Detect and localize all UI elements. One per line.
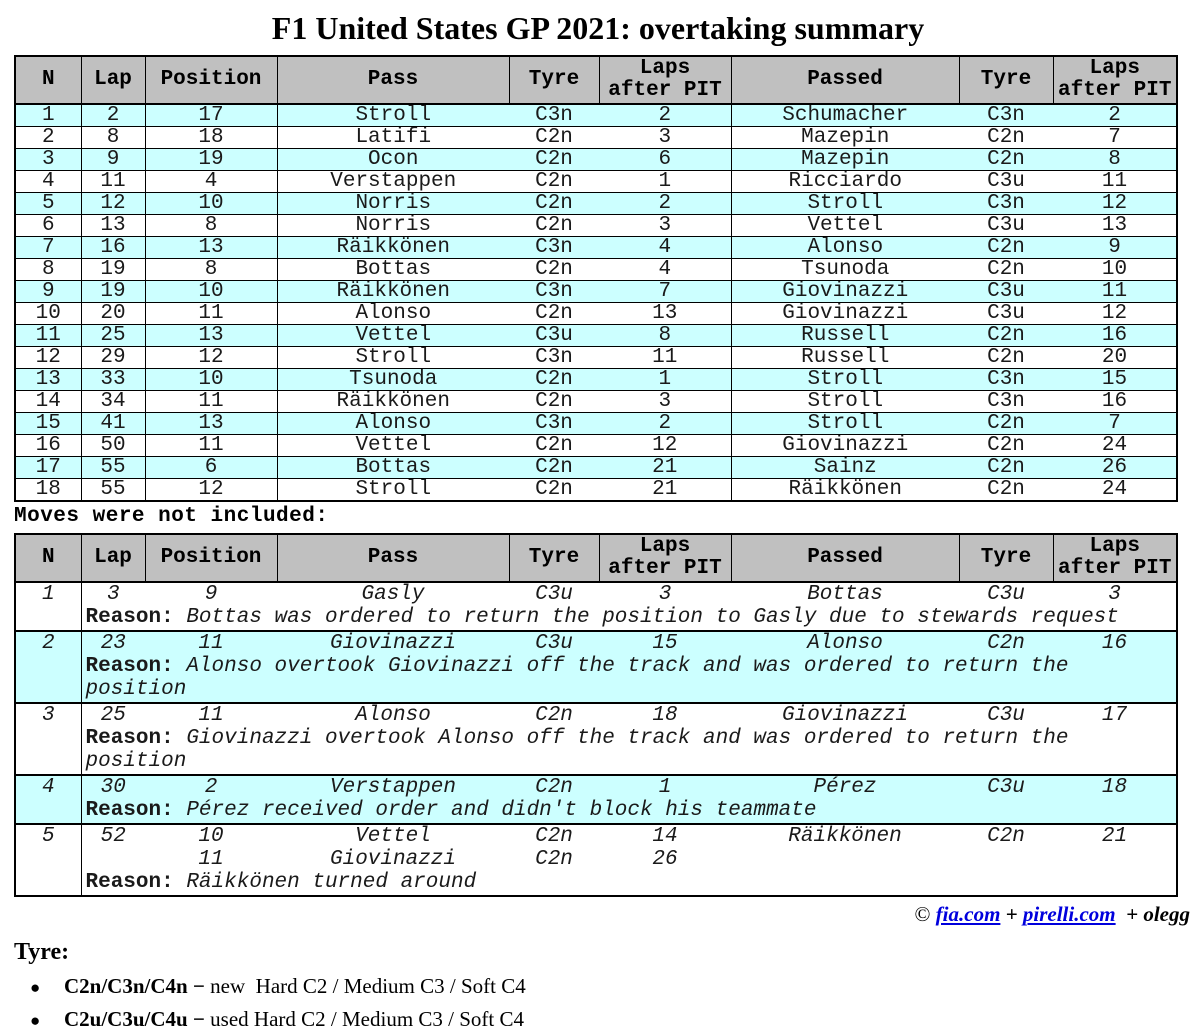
table-cell: C3u	[959, 303, 1053, 325]
table-cell: 7	[15, 237, 81, 259]
table-cell: C3u	[959, 215, 1053, 237]
table-cell: 7	[1053, 413, 1177, 435]
table-cell: Tsunoda	[277, 369, 509, 391]
col-laps-after-pit: Laps after PIT	[599, 534, 731, 582]
table-row	[15, 127, 1177, 149]
table-cell: C2n	[509, 435, 599, 457]
table-cell: C2n	[959, 259, 1053, 281]
table-cell: 9	[81, 149, 145, 171]
table-cell: 11	[198, 848, 224, 871]
table-cell: Gasly	[361, 583, 425, 606]
table-cell: Alonso	[277, 413, 509, 435]
table-cell: Stroll	[731, 391, 959, 413]
col-tyre-2: Tyre	[959, 534, 1053, 582]
excluded-move-group	[15, 824, 1177, 896]
table-cell: 1	[658, 776, 672, 799]
table-cell: 3	[106, 583, 120, 606]
table-cell: C2n	[509, 303, 599, 325]
table-cell: C3u	[959, 171, 1053, 193]
credit-separator: +	[1000, 902, 1023, 926]
table-cell: 16	[15, 435, 81, 457]
table-row	[15, 104, 1177, 127]
table-cell: 21	[599, 457, 731, 479]
table-cell: Vettel	[277, 325, 509, 347]
table-cell: 11	[1053, 171, 1177, 193]
table-cell: C2n	[959, 237, 1053, 259]
table-cell: 15	[652, 632, 678, 655]
table-cell: 3	[1108, 583, 1121, 606]
table-cell: 1	[15, 582, 81, 631]
table-cell: 55	[81, 457, 145, 479]
table-cell: Alonso	[277, 303, 509, 325]
col-passed: Passed	[731, 534, 959, 582]
table-cell: 11	[15, 325, 81, 347]
reason-cell: Reason: Bottas was ordered to return the position to Gasly due to stewards request	[85, 606, 1119, 629]
table-row	[15, 848, 1177, 871]
table-row	[15, 259, 1177, 281]
table-cell: 24	[1053, 479, 1177, 502]
table-cell: 52	[100, 825, 126, 848]
col-position: Position	[145, 534, 277, 582]
table-cell: 24	[1053, 435, 1177, 457]
table-cell: 9	[15, 281, 81, 303]
table-cell: C3n	[959, 391, 1053, 413]
table-cell: 12	[15, 347, 81, 369]
table-cell: C3n	[959, 369, 1053, 391]
table-cell: 50	[81, 435, 145, 457]
table-cell: Bottas	[807, 583, 883, 606]
table-cell: 29	[81, 347, 145, 369]
table-row	[15, 413, 1177, 435]
table-cell: Sainz	[731, 457, 959, 479]
col-tyre-2: Tyre	[959, 56, 1053, 104]
excluded-move-group	[15, 775, 1177, 824]
table-cell: C2n	[959, 127, 1053, 149]
table-cell: 10	[15, 303, 81, 325]
table-cell: 11	[145, 303, 277, 325]
table-cell: C2n	[959, 325, 1053, 347]
table-cell: 21	[599, 479, 731, 502]
table-cell: 2	[599, 193, 731, 215]
table-cell: C2n	[959, 479, 1053, 502]
table-cell: Ricciardo	[731, 171, 959, 193]
table-cell: 20	[81, 303, 145, 325]
dash: −	[187, 974, 211, 998]
table-cell: 6	[15, 215, 81, 237]
table-cell: 8	[1053, 149, 1177, 171]
table-row	[15, 775, 1177, 799]
table-cell: 1	[599, 369, 731, 391]
table-cell: Räikkönen	[277, 391, 509, 413]
table-cell: 13	[145, 237, 277, 259]
table-cell: 13	[145, 413, 277, 435]
table-cell: 4	[145, 171, 277, 193]
table-cell: 41	[81, 413, 145, 435]
col-tyre: Tyre	[509, 56, 599, 104]
table-cell: C2n	[987, 825, 1025, 848]
tyre-desc-new: new Hard C2 / Medium C3 / Soft C4	[210, 974, 526, 998]
table-cell: C2n	[509, 391, 599, 413]
table-cell: Räikkönen	[277, 237, 509, 259]
table-row	[15, 369, 1177, 391]
table-cell: Stroll	[731, 193, 959, 215]
table-cell: 10	[145, 369, 277, 391]
table-cell: 2	[1053, 104, 1177, 127]
table-cell: Ocon	[277, 149, 509, 171]
table-cell: C2n	[535, 825, 573, 848]
reason-row	[15, 655, 1177, 703]
table-cell: 6	[145, 457, 277, 479]
tyre-codes-new: C2n/C3n/C4n	[64, 974, 188, 998]
table-cell: Giovinazzi	[731, 281, 959, 303]
table-cell: 34	[81, 391, 145, 413]
table-cell: 15	[1053, 369, 1177, 391]
dash: −	[187, 1007, 211, 1031]
table-cell: 2	[599, 104, 731, 127]
table-cell: 2	[81, 104, 145, 127]
table-cell: 8	[599, 325, 731, 347]
table-cell: Stroll	[277, 479, 509, 502]
table-cell: 3	[599, 391, 731, 413]
col-passed: Passed	[731, 56, 959, 104]
table-cell: 10	[198, 825, 224, 848]
tyre-desc-used: used Hard C2 / Medium C3 / Soft C4	[210, 1007, 525, 1031]
table-cell: Stroll	[731, 413, 959, 435]
table-cell: Giovinazzi	[329, 632, 457, 655]
table-cell: C3n	[509, 281, 599, 303]
table-cell: Alonso	[807, 632, 883, 655]
table-cell	[959, 848, 1053, 871]
table-cell: C2n	[509, 193, 599, 215]
table-cell: 11	[81, 171, 145, 193]
table-cell: 16	[1053, 325, 1177, 347]
table-cell: Räikkönen	[788, 825, 902, 848]
pirelli-link[interactable]: pirelli.com	[1022, 902, 1116, 926]
table-cell: 13	[1053, 215, 1177, 237]
overtaking-table-body	[15, 104, 1177, 501]
table-cell: Russell	[731, 347, 959, 369]
reason-row	[15, 799, 1177, 824]
table-row	[15, 325, 1177, 347]
table-cell: Giovinazzi	[731, 435, 959, 457]
table-cell: C2n	[959, 149, 1053, 171]
table-cell: 17	[1101, 704, 1128, 727]
table-cell	[731, 848, 959, 871]
table-cell: C3u	[535, 632, 573, 655]
table-cell: 3	[599, 215, 731, 237]
bullet-icon: ●	[30, 1011, 41, 1030]
reason-row	[15, 727, 1177, 775]
excluded-move-group	[15, 703, 1177, 775]
table-cell: C3n	[959, 193, 1053, 215]
table-cell: 11	[145, 435, 277, 457]
table-cell: 1	[15, 104, 81, 127]
table-cell: Alonso	[355, 704, 431, 727]
table-cell: 11	[1053, 281, 1177, 303]
table-cell: 10	[1053, 259, 1177, 281]
table-row	[15, 171, 1177, 193]
table-cell: C2n	[959, 347, 1053, 369]
tyre-legend-title: Tyre:	[14, 939, 70, 965]
table-cell: 2	[204, 776, 218, 799]
table-cell: 11	[198, 632, 224, 655]
table-cell: 16	[1053, 391, 1177, 413]
table-cell: Norris	[277, 215, 509, 237]
table-cell: 20	[1053, 347, 1177, 369]
table-cell: C3n	[959, 104, 1053, 127]
table-cell: C3n	[509, 413, 599, 435]
table-cell: 12	[145, 479, 277, 502]
table-cell: Verstappen	[329, 776, 457, 799]
table-cell: C2n	[509, 369, 599, 391]
table-cell: 12	[1053, 193, 1177, 215]
fia-link[interactable]: fia.com	[935, 902, 1001, 926]
table-cell: C2n	[959, 435, 1053, 457]
table-cell: Bottas	[277, 457, 509, 479]
table-cell: C2n	[535, 776, 573, 799]
table-cell: 18	[1101, 776, 1128, 799]
col-pass: Pass	[277, 534, 509, 582]
table-cell: 2	[599, 413, 731, 435]
table-cell: 3	[599, 127, 731, 149]
credit-author: + olegg	[1115, 902, 1190, 926]
reason-row	[15, 606, 1177, 631]
tyre-codes-used: C2u/C3u/C4u	[64, 1007, 188, 1031]
table-cell: Stroll	[277, 347, 509, 369]
table-cell: Russell	[731, 325, 959, 347]
table-cell: 14	[15, 391, 81, 413]
table-cell: C3n	[509, 104, 599, 127]
reason-cell: Reason: Pérez received order and didn't block his teammate	[85, 799, 817, 822]
table-row	[15, 281, 1177, 303]
table-cell: 2	[15, 127, 81, 149]
table-row	[15, 703, 1177, 727]
table-cell: Pérez	[813, 776, 877, 799]
table-cell: 3	[15, 703, 81, 775]
table-cell: 25	[81, 325, 145, 347]
table-cell: C3u	[987, 583, 1025, 606]
reason-cell: Reason: Giovinazzi overtook Alonso off the track and was ordered to return the position	[85, 727, 1069, 773]
table-cell: 3	[15, 149, 81, 171]
table-cell: C3n	[509, 347, 599, 369]
table-cell: 30	[100, 776, 126, 799]
table-cell: Giovinazzi	[781, 704, 909, 727]
overtaking-table-header	[15, 56, 1177, 104]
table-cell: Alonso	[731, 237, 959, 259]
table-cell: 4	[599, 259, 731, 281]
table-row	[15, 824, 1177, 848]
table-cell: 19	[81, 281, 145, 303]
col-laps-after-pit-2: Laps after PIT	[1053, 56, 1177, 104]
col-n: N	[15, 534, 81, 582]
table-cell: C2n	[535, 848, 573, 871]
table-cell: 13	[15, 369, 81, 391]
col-lap: Lap	[81, 534, 145, 582]
table-cell: 16	[81, 237, 145, 259]
table-cell: 17	[15, 457, 81, 479]
table-cell: 8	[145, 259, 277, 281]
table-cell: Vettel	[731, 215, 959, 237]
table-cell: 12	[1053, 303, 1177, 325]
bullet-icon: ●	[30, 978, 41, 997]
table-cell: 2	[15, 631, 81, 703]
tyre-legend-item-new	[30, 974, 1200, 999]
table-cell: 33	[81, 369, 145, 391]
table-cell: C3u	[959, 281, 1053, 303]
table-cell: 1	[599, 171, 731, 193]
table-cell: 18	[145, 127, 277, 149]
table-cell: 8	[81, 127, 145, 149]
table-cell: C2n	[509, 259, 599, 281]
table-cell: 11	[145, 391, 277, 413]
table-cell: 21	[1101, 825, 1128, 848]
table-cell: 17	[145, 104, 277, 127]
table-cell: 6	[599, 149, 731, 171]
table-cell: Schumacher	[731, 104, 959, 127]
table-cell: 19	[145, 149, 277, 171]
col-tyre: Tyre	[509, 534, 599, 582]
table-cell: 26	[652, 848, 678, 871]
table-cell: 12	[145, 347, 277, 369]
table-cell: 11	[198, 704, 224, 727]
table-cell: 8	[15, 259, 81, 281]
table-cell	[81, 848, 145, 871]
table-cell: Stroll	[277, 104, 509, 127]
table-cell: Latifi	[277, 127, 509, 149]
table-cell: 7	[599, 281, 731, 303]
table-cell: 4	[15, 171, 81, 193]
table-cell: 13	[145, 325, 277, 347]
col-laps-after-pit-2: Laps after PIT	[1053, 534, 1177, 582]
credit-line	[14, 902, 1190, 927]
table-cell: C2n	[509, 171, 599, 193]
table-cell	[1053, 848, 1177, 871]
table-cell: C2n	[959, 457, 1053, 479]
table-cell: 18	[652, 704, 678, 727]
table-cell: Vettel	[277, 435, 509, 457]
table-cell: C3u	[987, 776, 1025, 799]
reason-cell: Reason: Räikkönen turned around	[85, 871, 477, 894]
table-cell: 4	[15, 775, 81, 824]
tyre-legend-item-used	[30, 1007, 1200, 1032]
table-cell: C3u	[987, 704, 1025, 727]
table-cell: 8	[145, 215, 277, 237]
table-cell: 10	[145, 281, 277, 303]
table-cell: C3n	[509, 237, 599, 259]
table-cell: 12	[599, 435, 731, 457]
table-cell: Stroll	[731, 369, 959, 391]
table-cell: C2n	[509, 479, 599, 502]
table-cell: 9	[1053, 237, 1177, 259]
table-cell: C3u	[509, 325, 599, 347]
table-row	[15, 479, 1177, 502]
table-cell: Räikkönen	[277, 281, 509, 303]
table-cell: C2n	[535, 704, 573, 727]
table-cell: 11	[599, 347, 731, 369]
table-cell: 25	[100, 704, 126, 727]
table-cell: 5	[15, 824, 81, 896]
col-position: Position	[145, 56, 277, 104]
page-title: F1 United States GP 2021: overtaking summary	[271, 10, 925, 46]
table-cell: 26	[1053, 457, 1177, 479]
overtaking-table	[14, 55, 1178, 502]
table-cell: 13	[81, 215, 145, 237]
table-cell: 15	[15, 413, 81, 435]
excluded-move-group	[15, 631, 1177, 703]
col-lap: Lap	[81, 56, 145, 104]
table-cell: Räikkönen	[731, 479, 959, 502]
table-row	[15, 391, 1177, 413]
table-row	[15, 215, 1177, 237]
table-cell: 16	[1101, 632, 1128, 655]
table-cell: Tsunoda	[731, 259, 959, 281]
table-cell: 3	[658, 583, 672, 606]
table-cell: 12	[81, 193, 145, 215]
col-n: N	[15, 56, 81, 104]
table-cell: 55	[81, 479, 145, 502]
col-laps-after-pit: Laps after PIT	[599, 56, 731, 104]
table-cell: 19	[81, 259, 145, 281]
table-cell: Mazepin	[731, 127, 959, 149]
table-cell: Giovinazzi	[731, 303, 959, 325]
table-cell: C2n	[987, 632, 1025, 655]
reason-cell: Reason: Alonso overtook Giovinazzi off the track and was ordered to return the position	[85, 655, 1069, 701]
table-cell: Vettel	[355, 825, 431, 848]
excluded-moves-table-header	[15, 534, 1177, 582]
table-cell: C3u	[535, 583, 573, 606]
table-cell: C2n	[509, 457, 599, 479]
table-cell: Mazepin	[731, 149, 959, 171]
excluded-moves-table	[14, 533, 1178, 897]
table-row	[15, 193, 1177, 215]
table-cell: 23	[100, 632, 126, 655]
table-cell: 13	[599, 303, 731, 325]
table-row	[15, 347, 1177, 369]
table-cell: Norris	[277, 193, 509, 215]
excluded-move-group	[15, 582, 1177, 631]
table-cell: Bottas	[277, 259, 509, 281]
table-row	[15, 303, 1177, 325]
table-cell: 14	[652, 825, 678, 848]
copyright-symbol: ©	[914, 902, 936, 926]
table-row	[15, 631, 1177, 655]
table-cell: Giovinazzi	[329, 848, 457, 871]
table-cell: C2n	[509, 149, 599, 171]
table-cell: 18	[15, 479, 81, 502]
col-pass: Pass	[277, 56, 509, 104]
table-cell: 4	[599, 237, 731, 259]
table-cell: C2n	[509, 127, 599, 149]
table-cell: 5	[15, 193, 81, 215]
table-row	[15, 237, 1177, 259]
table-row	[15, 435, 1177, 457]
table-cell: 9	[204, 583, 218, 606]
table-cell: C2n	[509, 215, 599, 237]
table-cell: 7	[1053, 127, 1177, 149]
reason-row	[15, 871, 1177, 896]
table-cell: 10	[145, 193, 277, 215]
excluded-moves-heading: Moves were not included:	[14, 505, 329, 528]
table-row	[15, 457, 1177, 479]
table-cell: Verstappen	[277, 171, 509, 193]
table-cell: C2n	[959, 413, 1053, 435]
table-row	[15, 149, 1177, 171]
table-row	[15, 582, 1177, 606]
